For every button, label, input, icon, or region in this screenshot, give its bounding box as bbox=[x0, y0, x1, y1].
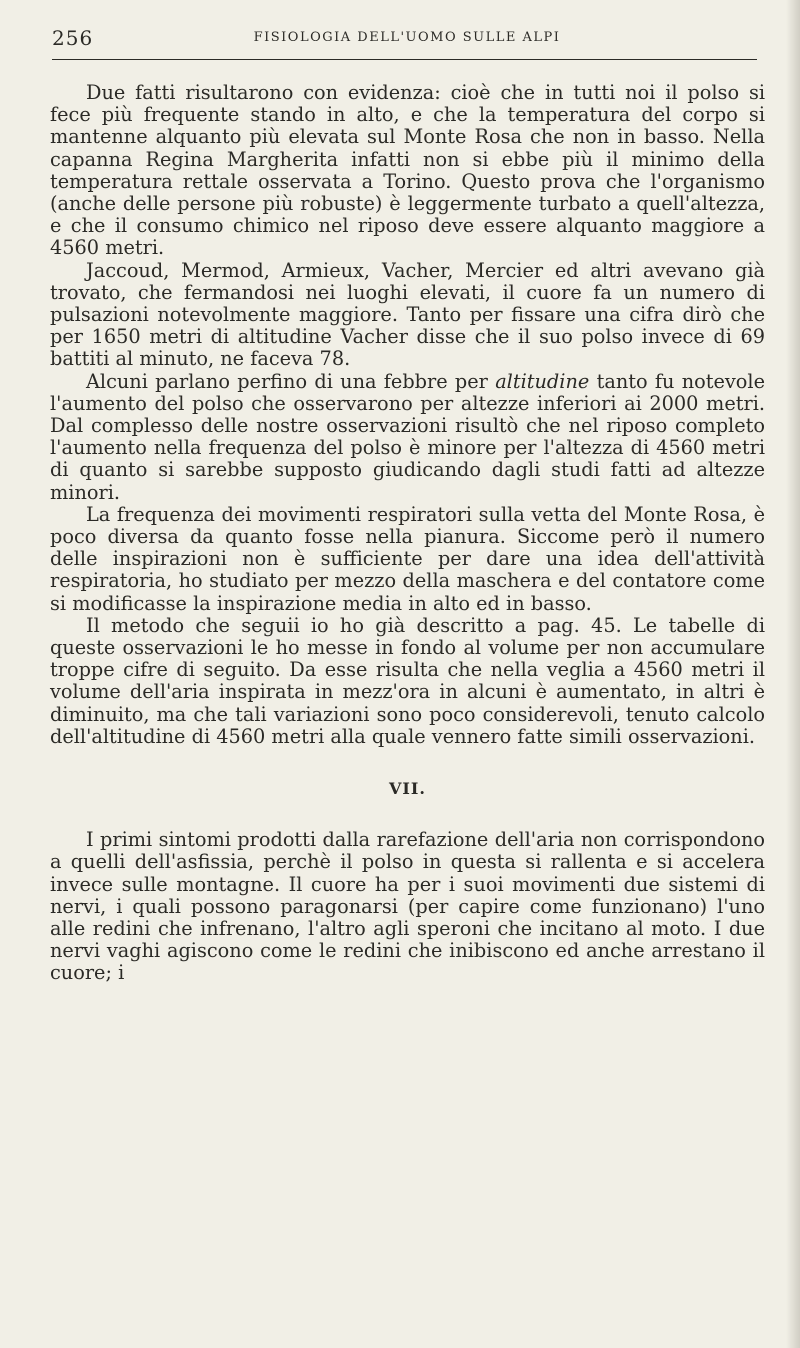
paragraph-3-after: tanto fu notevole l'aumento del polso che osservarono per altezze inferiori ai 2000 metri. Dal complesso delle nostre osservazioni risultò che nel riposo completo l'aumento nella frequenza del polso è minore per l'altezza di 4560 metri di quanto si sarebbe supposto giudicando dagli studi fatti ad altezze minori. bbox=[50, 369, 765, 504]
page-edge-shadow bbox=[786, 0, 800, 1348]
running-head: FISIOLOGIA DELL'UOMO SULLE ALPI bbox=[253, 30, 561, 45]
section-heading: VII. bbox=[389, 779, 426, 799]
paragraph-1: Due fatti risultarono con evidenza: cioè che in tutti noi il polso si fece più frequente stando in alto, e che la temperatura del corpo si mantenne alquanto più elevata sul Monte Rosa che non in basso. Nella capanna Regina Margherita infatti non si ebbe più il minimo della temperatura rettale osservata a Torino. Questo prova che l'organismo (anche delle persone più robuste) è leggermente turbato a quell'altezza, e che il consumo chimico nel riposo deve essere alquanto maggiore a 4560 metri. bbox=[50, 81, 765, 260]
paragraph-3-before: Alcuni parlano perfino di una febbre per bbox=[86, 369, 496, 393]
paragraph-3 bbox=[50, 371, 765, 504]
paragraph-5: Il metodo che seguii io ho già descritto a pag. 45. Le tabelle di queste osservazioni le ho messe in fondo al volume per non accumulare troppe cifre di seguito. Da esse risulta che nella veglia a 4560 metri il volume dell'aria inspirata in mezz'ora in alcuni è aumentato, in altri è diminuito, ma che tali variazioni sono poco considerevoli, tenuto calcolo dell'altitudine di 4560 metri alla quale vennero fatte simili osservazioni. bbox=[50, 613, 765, 748]
section-paragraph-1: I primi sintomi prodotti dalla rarefazione dell'aria non corrispondono a quelli dell'asfissia, perchè il polso in questa si rallenta e si accelera invece sulle montagne. Il cuore ha per i suoi movimenti due sistemi di nervi, i quali possono paragonarsi (per capire come funzionano) l'uno alle redini che infrenano, l'altro agli speroni che incitano al moto. I due nervi vaghi agiscono come le redini che inibiscono ed anche arrestano il cuore; i bbox=[50, 828, 765, 985]
body-text bbox=[50, 82, 765, 985]
page-number: 256 bbox=[52, 26, 94, 50]
page-header bbox=[52, 20, 762, 60]
paragraph-2: Jaccoud, Mermod, Armieux, Vacher, Mercier ed altri avevano già trovato, che fermandosi nei luoghi elevati, il cuore fa un numero di pulsazioni notevolmente maggiore. Tanto per fissare una cifra dirò che per 1650 metri di altitudine Vacher disse che il suo polso invece di 69 battiti al minuto, ne faceva 78. bbox=[50, 258, 765, 371]
paragraph-3-italic: altitudine bbox=[495, 369, 590, 393]
header-rule bbox=[52, 59, 757, 60]
paragraph-4: La frequenza dei movimenti respiratori sulla vetta del Monte Rosa, è poco diversa da quanto fosse nella pianura. Siccome però il numero delle inspirazioni non è sufficiente per dare una idea dell'attività respiratoria, ho studiato per mezzo della maschera e del contatore come si modificasse la inspirazione media in alto ed in basso. bbox=[50, 502, 765, 615]
